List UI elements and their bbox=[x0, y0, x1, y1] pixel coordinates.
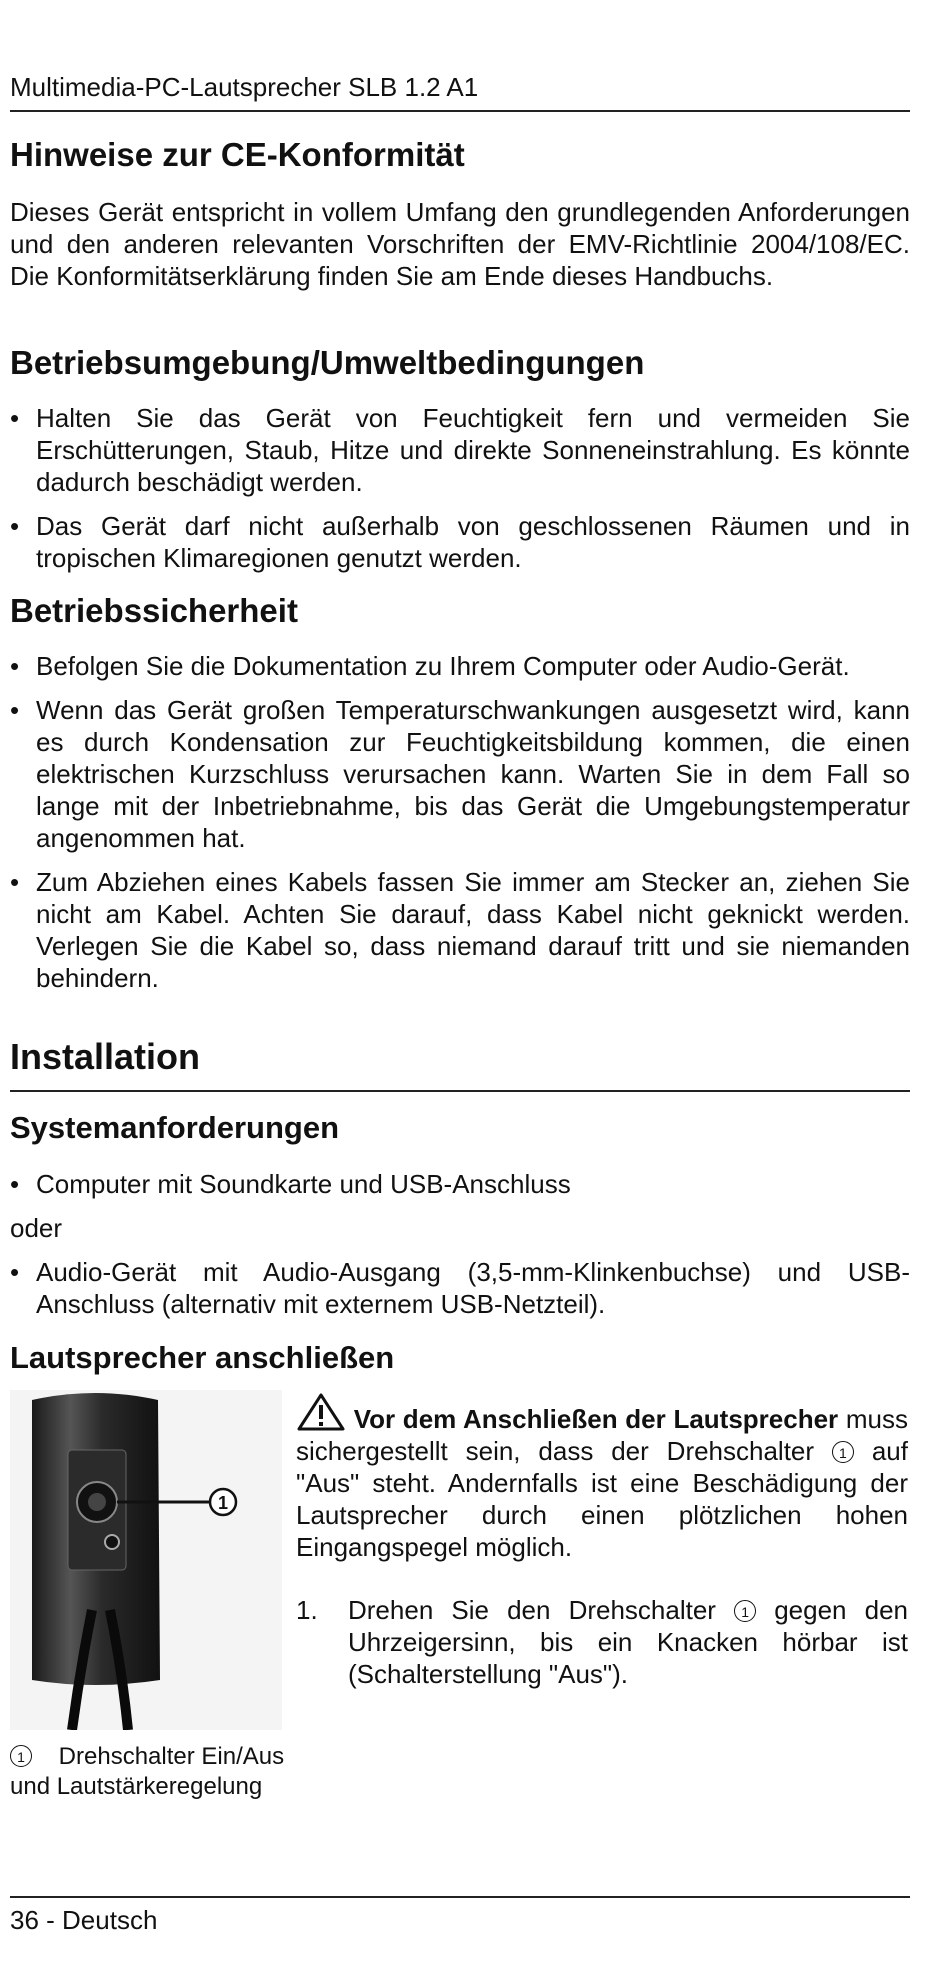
callout-1-icon: 1 bbox=[832, 1441, 854, 1463]
bullet-icon: • bbox=[10, 403, 20, 433]
list-item: • Audio-Gerät mit Audio-Ausgang (3,5-mm-Klinkenbuchse) und USB-Anschluss (alternativ mit externem USB-Netzteil). bbox=[10, 1257, 910, 1319]
header-divider bbox=[10, 110, 910, 112]
step-number: 1. bbox=[296, 1595, 318, 1625]
list-item: • Computer mit Soundkarte und USB-Anschluss bbox=[10, 1169, 571, 1199]
callout-1-icon: 1 bbox=[10, 1745, 32, 1767]
environment-heading: Betriebsumgebung/Umweltbedingungen bbox=[10, 344, 645, 381]
ce-heading: Hinweise zur CE-Konformität bbox=[10, 136, 465, 173]
list-item: 1. Drehen Sie den Drehschalter 1 gegen den Uhrzeigersinn, bis ein Knacken hörbar ist (Schalterstellung "Aus"). bbox=[296, 1595, 909, 1689]
running-header: Multimedia-PC-Lautsprecher SLB 1.2 A1 bbox=[10, 72, 479, 102]
list-item: • Befolgen Sie die Dokumentation zu Ihrem Computer oder Audio-Gerät. bbox=[10, 651, 850, 681]
bullet-icon: • bbox=[10, 867, 20, 897]
installation-divider bbox=[10, 1090, 910, 1092]
list-item: • Zum Abziehen eines Kabels fassen Sie immer am Stecker an, ziehen Sie nicht am Kabel. Achten Sie darauf, dass Kabel nicht geknickt werden. Verlegen Sie die Kabel so, dass niemand darauf tritt und sie niemanden behindern. bbox=[10, 867, 910, 993]
bullet-icon: • bbox=[10, 1169, 20, 1199]
list-item: • Das Gerät darf nicht außerhalb von geschlossenen Räumen und in tropischen Klimaregionen genutzt werden. bbox=[10, 511, 910, 573]
ce-paragraph: Dieses Gerät entspricht in vollem Umfang den grundlegenden Anforderungen und den anderen relevanten Vorschriften der EMV-Richtlinie 2004/108/EC. Die Konformitätserklärung finden Sie am Ende dieses Handbuchs. bbox=[10, 197, 910, 291]
bullet-icon: • bbox=[10, 511, 20, 541]
installation-heading: Installation bbox=[10, 1036, 201, 1077]
or-text: oder bbox=[10, 1213, 63, 1243]
requirements-list-1 bbox=[10, 1168, 910, 1212]
environment-list bbox=[10, 402, 910, 586]
safety-heading: Betriebssicherheit bbox=[10, 592, 298, 629]
requirements-list-2 bbox=[10, 1256, 910, 1332]
steps-list bbox=[296, 1594, 908, 1690]
warning-block: Vor dem Anschließen der Lautsprecher muss sichergestellt sein, dass der Drehschalter 1 auf "Aus" steht. Andernfalls ist eine Beschädigung der Lautsprecher durch einen plötzlichen hohen Eingangspegel möglich. bbox=[296, 1392, 908, 1563]
svg-text:1: 1 bbox=[217, 1493, 229, 1513]
warning-triangle-icon bbox=[296, 1392, 346, 1432]
list-item: • Wenn das Gerät großen Temperaturschwankungen ausgesetzt wird, kann es durch Kondensation zur Feuchtigkeitsbildung kommen, die einen elektrischen Kurzschluss verursachen kann. Warten Sie in dem Fall so lange mit der Inbetriebnahme, bis das Gerät die Umgebungstemperatur angenommen hat. bbox=[10, 695, 910, 853]
safety-list bbox=[10, 650, 910, 1006]
requirements-heading: Systemanforderungen bbox=[10, 1110, 340, 1145]
page-footer: 36 - Deutsch bbox=[10, 1905, 158, 1935]
bullet-icon: • bbox=[10, 695, 20, 725]
speaker-back-photo bbox=[10, 1390, 282, 1730]
connect-heading: Lautsprecher anschließen bbox=[10, 1340, 395, 1375]
photo-caption: 1 Drehschalter Ein/Aus und Lautstärkeregelung bbox=[10, 1743, 285, 1800]
footer-divider bbox=[10, 1896, 910, 1898]
bullet-icon: • bbox=[10, 651, 20, 681]
callout-1-icon: 1 bbox=[734, 1600, 756, 1622]
list-item: • Halten Sie das Gerät von Feuchtigkeit fern und vermeiden Sie Erschütterungen, Staub, Hitze und direkte Sonneneinstrahlung. Es könnte dadurch beschädigt werden. bbox=[10, 403, 910, 497]
bullet-icon: • bbox=[10, 1257, 20, 1287]
